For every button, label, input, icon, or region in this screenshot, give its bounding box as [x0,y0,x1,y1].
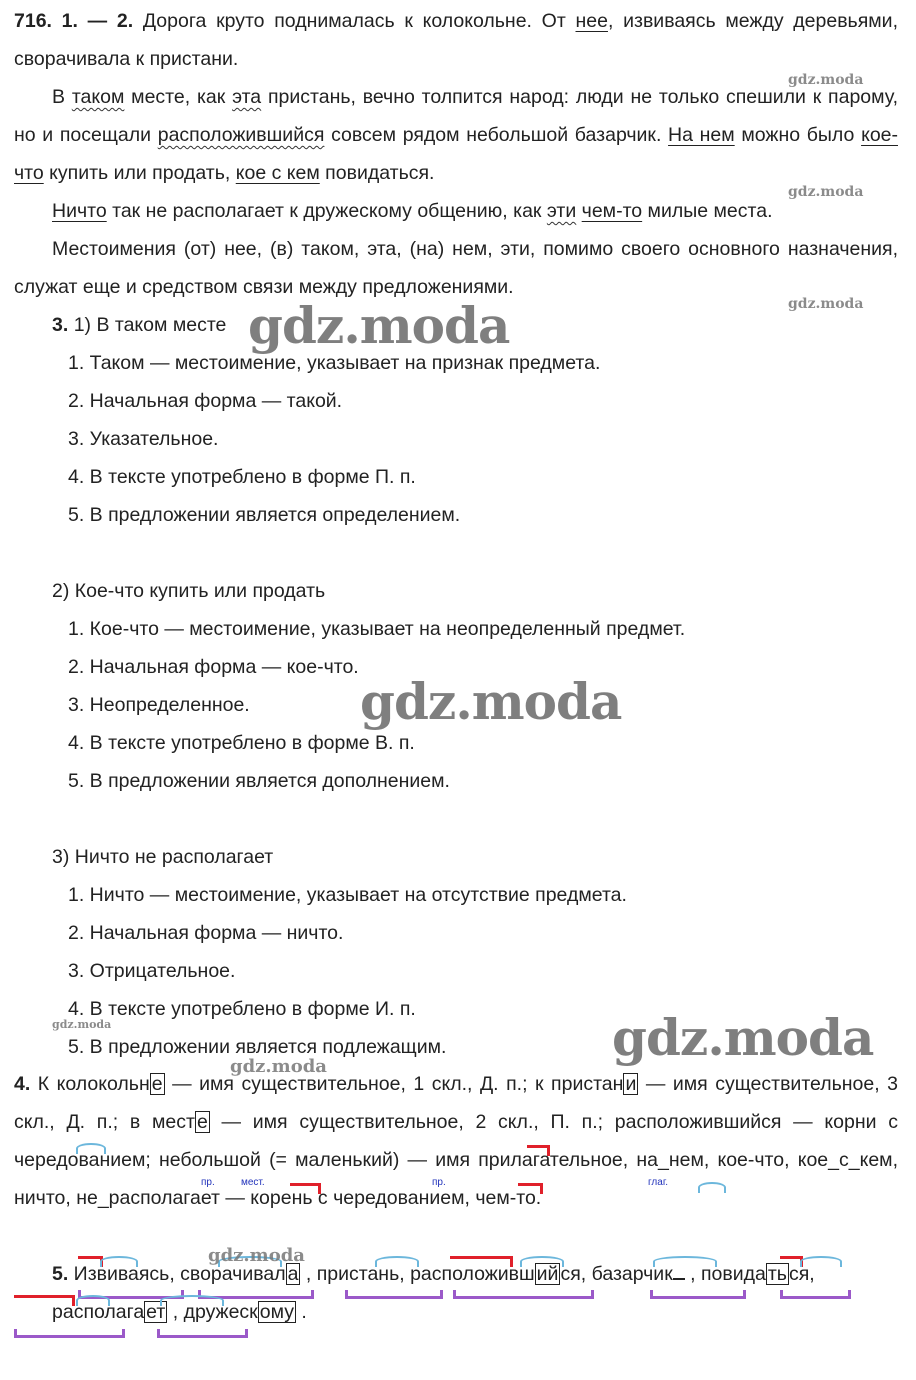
watermark: gdz.moda [230,1056,327,1077]
text-run: совсем рядом небольшой базарчик. [324,124,669,146]
list-item: 1. Ничто — местоимение, указывает на отсутствие предмета. [68,884,627,906]
marked-word: кое-что [14,124,898,184]
group-title [52,306,226,344]
marked-word: расположившийся [157,124,325,146]
group-title [52,572,325,610]
list-item: 3. Неопределенное. [68,694,250,716]
prefix-mark [450,1256,513,1267]
ending-box: и [625,1073,637,1095]
ending-box: е [151,1073,163,1095]
marked-word: эти [546,200,577,222]
text-run: — имя существительное, 3 скл., Д. п.; в мест [14,1073,899,1133]
root-mark [100,1256,138,1267]
watermark: gdz.moda [52,1018,112,1031]
root-mark [653,1256,717,1267]
text-run: можно было [734,124,862,146]
marked-word: 716. 1. — 2. [14,10,134,32]
marked-word: На нем [668,124,735,146]
list-item: 2. Начальная форма — ничто. [68,922,344,944]
watermark: gdz.moda [788,296,864,312]
text-run: , повида [684,1263,766,1285]
list-item: 1. Кое-что — местоимение, указывает на неопределенный предмет. [68,618,686,640]
stem-mark [14,1329,125,1338]
marked-word: 4. [14,1073,31,1095]
text-run: милые места. [642,200,773,222]
list-item: 5. В предложении является подлежащим. [68,1036,447,1058]
root-mark [698,1182,726,1193]
marked-word: чем-то [581,200,643,222]
list-item: 4. В тексте употреблено в форме И. п. [68,998,416,1020]
group-title-text: 1) В таком месте [73,314,227,336]
list-item: 4. В тексте употреблено в форме П. п. [68,466,416,488]
stem-mark [650,1290,746,1299]
watermark: gdz.moda [612,1008,874,1067]
list-item: 4. В тексте употреблено в форме В. п. [68,732,415,754]
watermark: gdz.moda [360,672,622,731]
text-run: так не располагает к дружескому общению, как [106,200,547,222]
marked-word: кое с кем [235,162,320,184]
watermark: gdz.moda [788,184,864,200]
text-run: К колокольн [30,1073,150,1095]
ending-box: е [196,1111,208,1133]
group-title-text: 3) Ничто не располагает [52,846,274,868]
label-pronoun: мест. [241,1177,265,1188]
text-run: Дорога круто поднималась к колокольне. От [133,10,576,32]
stem-mark [780,1290,851,1299]
text-run: Местоимения (от) нее, (в) таком, эта, (на) нем, эти, помимо своего основного назначения, служат еще и средством связи между предложениями. [14,238,898,298]
watermark: gdz.moda [208,1245,305,1266]
text-run: . [295,1301,307,1323]
label-preposition: пр. [201,1177,215,1188]
root-mark [76,1143,106,1154]
ending-box: ому [259,1301,294,1323]
text-run: повидаться. [319,162,435,184]
root-mark [160,1295,224,1306]
root-mark [76,1295,110,1306]
section-4 [14,1065,898,1217]
paragraph-1 [14,2,898,78]
section-number: 3. [52,314,74,336]
text-run: пристань, вечно толпится народ: люди не только спешили к парому, но и посещали [14,86,898,146]
label-preposition: пр. [432,1177,446,1188]
text-run: , извиваясь между деревьями, сворачивала к пристани. [14,10,898,70]
paragraph-4 [14,230,898,306]
marked-word: Ничто [52,200,107,222]
ending-box: ий [536,1263,559,1285]
prefix-mark [290,1183,321,1194]
ending-box: а [287,1263,299,1285]
paragraph-3 [14,192,898,230]
prefix-mark [527,1145,550,1156]
marked-word: 5. [52,1263,69,1285]
watermark: gdz.moda [788,72,864,88]
text-run: Извиваясь, сворачивал [68,1263,286,1285]
watermark: gdz.moda [248,296,510,355]
list-item: 2. Начальная форма — кое-что. [68,656,359,678]
ending-box: ет [146,1301,166,1323]
marked-word: нее [575,10,608,32]
paragraph-2 [14,78,898,192]
stem-mark [157,1329,248,1338]
list-item: 5. В предложении является дополнением. [68,770,450,792]
list-item: 2. Начальная форма — такой. [68,390,343,412]
list-item: 5. В предложении является определением. [68,504,461,526]
prefix-mark [518,1183,543,1194]
list-item: 3. Указательное. [68,428,219,450]
stem-mark [453,1290,594,1299]
stem-mark [345,1290,443,1299]
text-run: , пристань, расположивш [300,1263,535,1285]
text-run: — имя существительное, 2 скл., П. п.; расположившийся — корни с чередованием; небольшой (= маленький) — имя прилагательное, на_нем, кое-что, кое_с_кем, ничто, не_располагает — корень с чередованием, чем-то. [14,1111,898,1209]
marked-word: эта [232,86,262,108]
group-title-text: 2) Кое-что купить или продать [52,580,326,602]
ending-box: ть [767,1263,787,1285]
root-mark [520,1256,564,1267]
text-run: месте, как [124,86,233,108]
text-run: В [52,86,72,108]
root-mark [800,1256,842,1267]
list-item: 3. Отрицательное. [68,960,236,982]
root-mark [375,1256,419,1267]
marked-word: таком [71,86,125,108]
text-run: ся, базарчик [560,1263,673,1285]
text-run: — имя существительное, 1 скл., Д. п.; к пристан [164,1073,624,1095]
label-verb: глаг. [648,1177,669,1188]
group-title [52,838,273,876]
ending-box [673,1278,685,1280]
list-item: 1. Таком — местоимение, указывает на признак предмета. [68,352,601,374]
text-run: купить или продать, [43,162,236,184]
prefix-mark [14,1295,75,1306]
text-run: ся, располага [52,1263,815,1323]
text-run: , дружеск [167,1301,258,1323]
